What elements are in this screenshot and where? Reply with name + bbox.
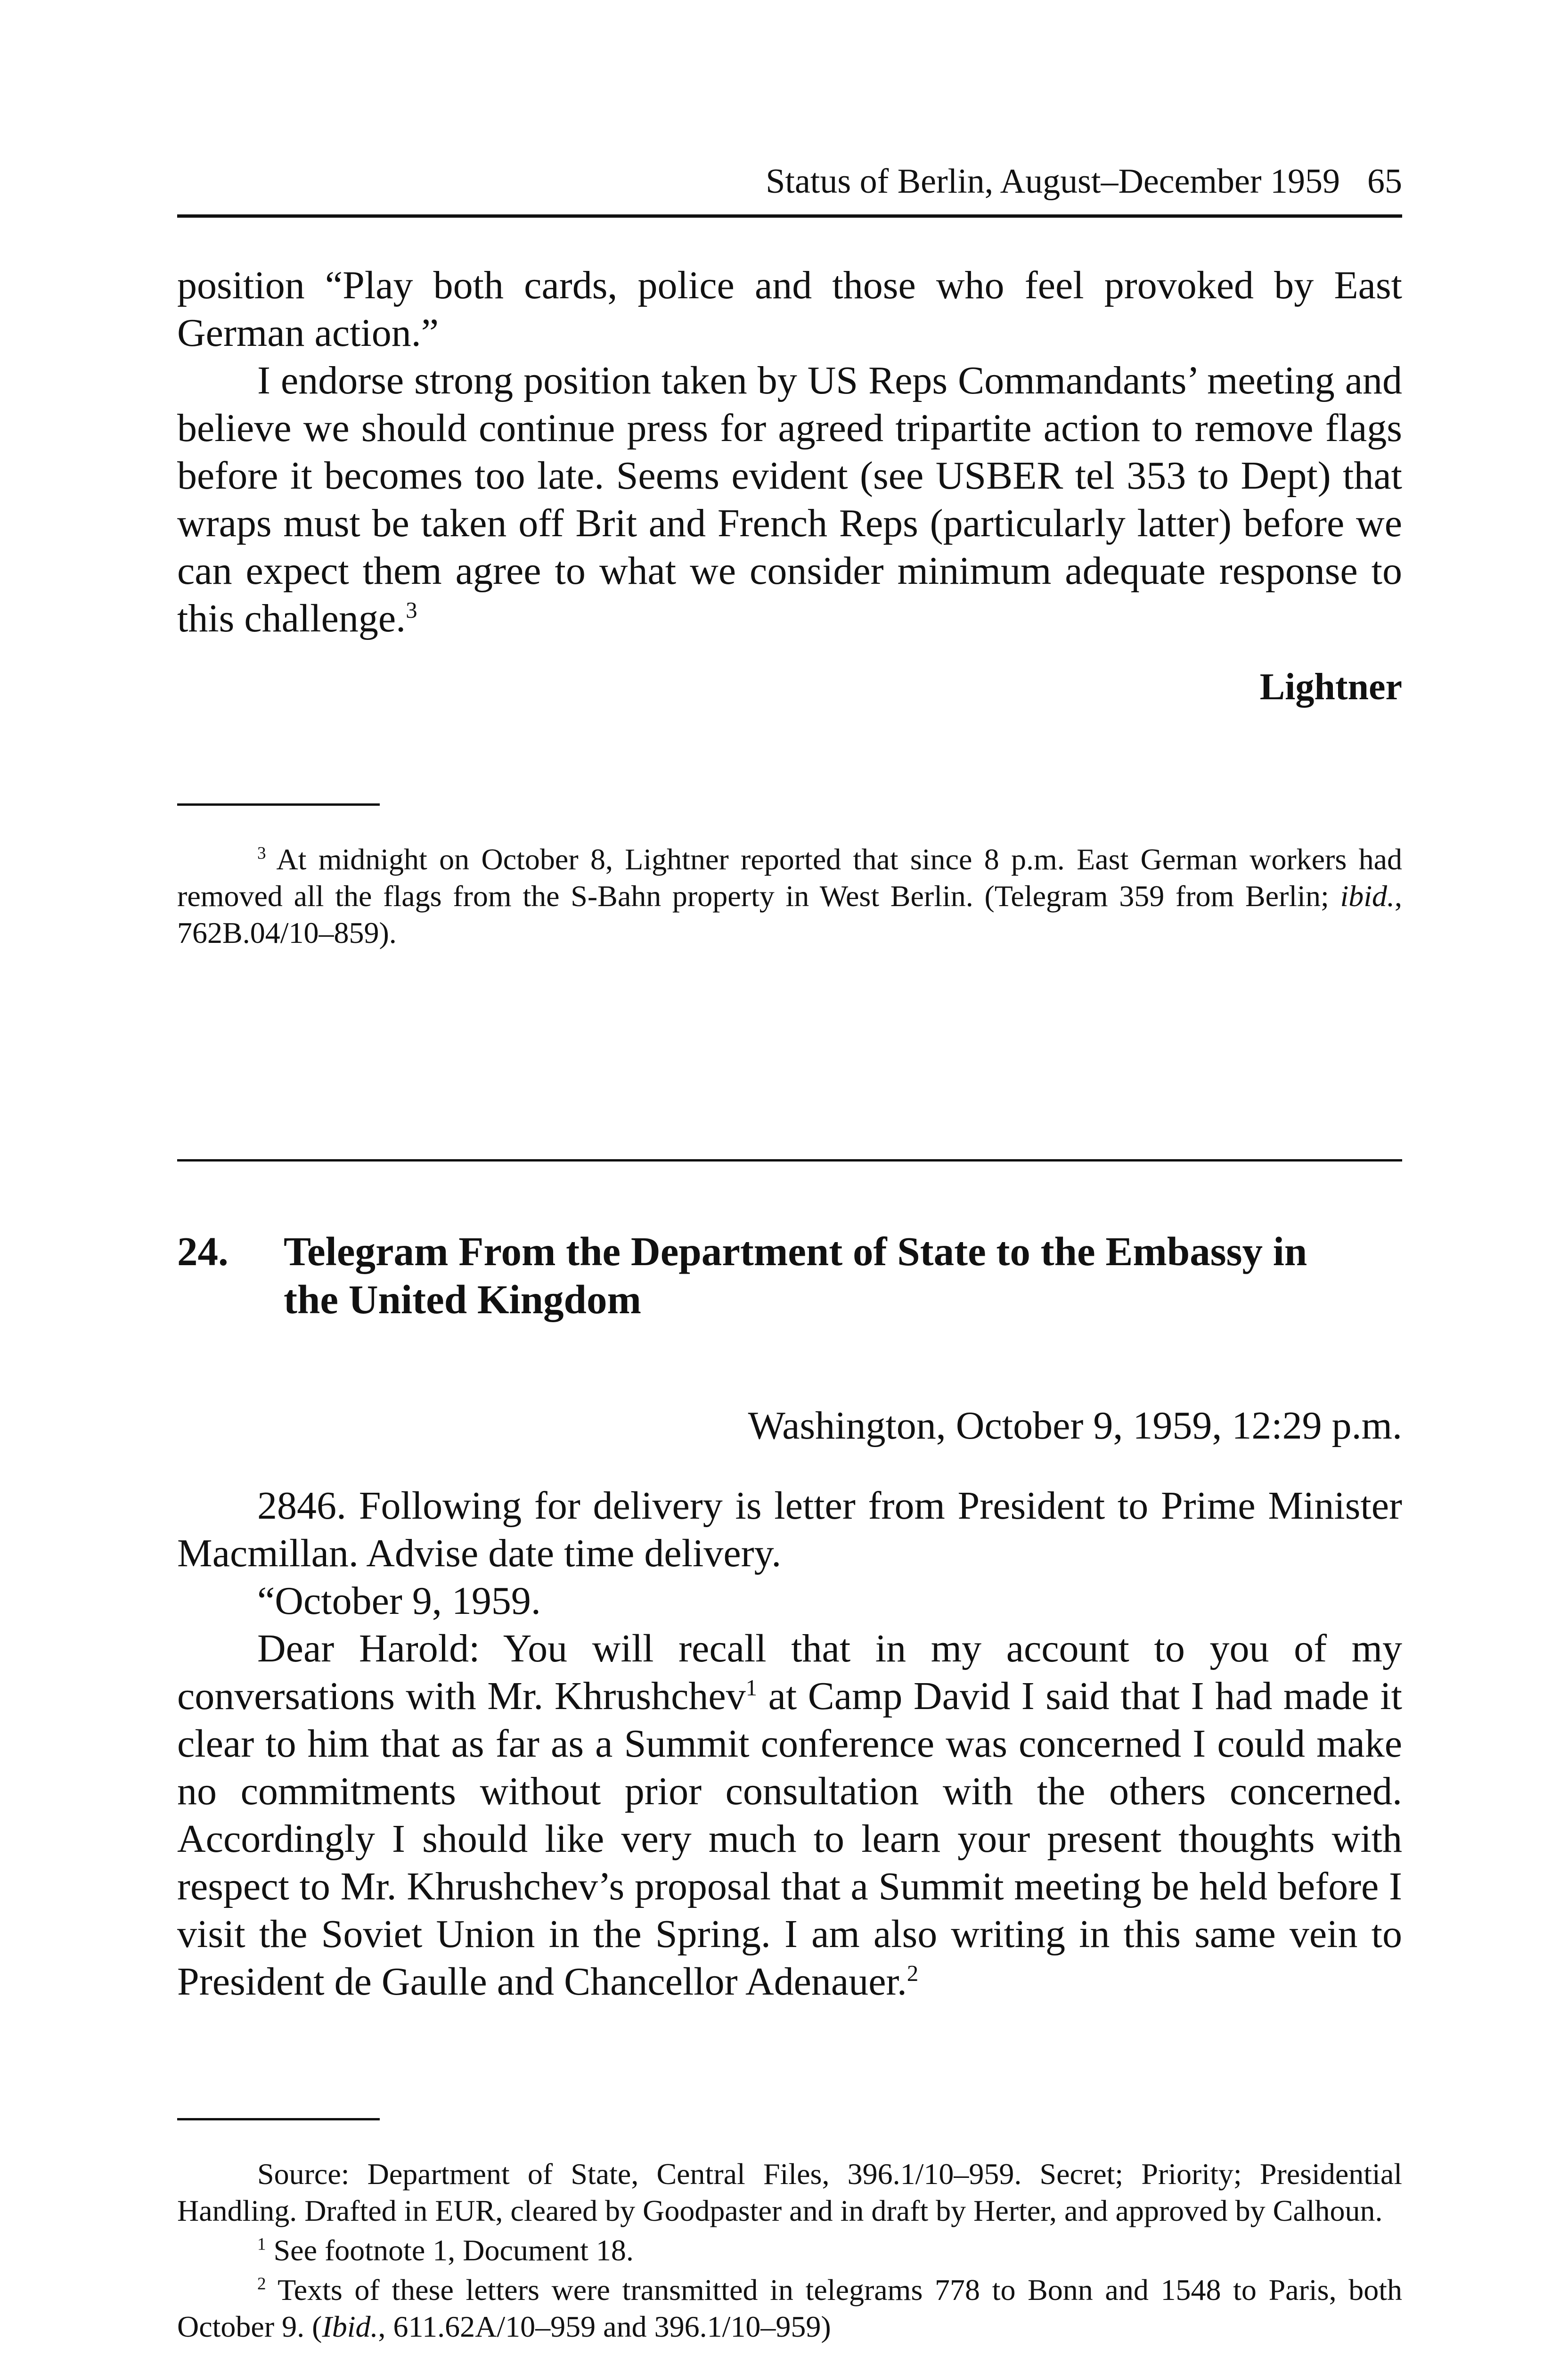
paragraph-letter-date: “October 9, 1959.: [257, 1579, 541, 1623]
document-number: 24.: [177, 1228, 229, 1274]
header-rule: [177, 214, 1402, 218]
document-heading: [177, 1227, 1402, 1324]
telegram-body: [177, 1482, 1402, 2005]
footnote-ref-2: 2: [906, 1960, 919, 1986]
footnote-rule: [177, 2118, 380, 2120]
footnote-ref-1: 1: [745, 1675, 758, 1701]
running-head-title: Status of Berlin, August–December 1959: [766, 162, 1340, 201]
paragraph-delivery: 2846. Following for delivery is letter from President to Prime Minister Macmillan. Advise date time delivery.: [177, 1484, 1402, 1575]
footnote-rule: [177, 803, 380, 806]
signature-lightner: Lightner: [1259, 666, 1402, 708]
dateline: Washington, October 9, 1959, 12:29 p.m.: [748, 1404, 1402, 1448]
footnote-3: $^3$ At midnight on October 8, Lightner reported that since 8 p.m. East German workers had removed all the flags from the S-Bahn property in West Berlin. (Telegram 359 from Berlin; ibid., 762B.04/10–859).: [177, 843, 1403, 949]
footnote-ref-3: 3: [406, 597, 417, 623]
document-title: Telegram From the Department of State to the Embassy in the United Kingdom: [284, 1228, 1307, 1322]
running-head: [766, 160, 1402, 203]
paragraph-letter-body: Dear Harold: You will recall that in my account to you of my conversations with Mr. Khrushchev$^1$ at Camp David I said that I had made it clear to him that as far as a Summit conference was concerned I could make no commitments without prior consultation with the others concerned. Accordingly I should like very much to learn your present thoughts with respect to Mr. Khrushchev’s proposal that a Summit meeting be held before I visit the Soviet Union in the Spring. I am also writing in this same vein to President de Gaulle and Chancellor Adenauer.$^2$: [177, 1627, 1402, 2004]
paragraph-continuation: position “Play both cards, police and those who feel provoked by East German action.”: [177, 263, 1402, 355]
footnote-2: $^2$ Texts of these letters were transmitted in telegrams 778 to Bonn and 1548 to Paris, both October 9. (Ibid., 611.62A/10–959 and 396.1/10–959): [177, 2273, 1403, 2343]
footnote-marker: 3: [257, 843, 266, 863]
continued-telegram-text: [177, 262, 1402, 642]
source-notes: [177, 2156, 1402, 2345]
source-note: Source: Department of State, Central Files, 396.1/10–959. Secret; Priority; Presidential Handling. Drafted in EUR, cleared by Goodpaster and in draft by Herter, and approved by Calhoun.: [177, 2157, 1402, 2227]
page-number: 65: [1367, 162, 1402, 201]
paragraph-endorsement: I endorse strong position taken by US Reps Commandants’ meeting and believe we should continue press for agreed tripartite action to remove flags before it becomes too late. Seems evident (see USBER tel 353 to Dept) that wraps must be taken off Brit and French Reps (particularly latter) before we can expect them agree to what we consider minimum adequate response to this challenge.$^3$: [177, 359, 1402, 640]
section-separator: [177, 1159, 1402, 1162]
book-page: [177, 0, 1402, 2356]
footnote-1: $^1$ See footnote 1, Document 18.: [257, 2233, 634, 2267]
